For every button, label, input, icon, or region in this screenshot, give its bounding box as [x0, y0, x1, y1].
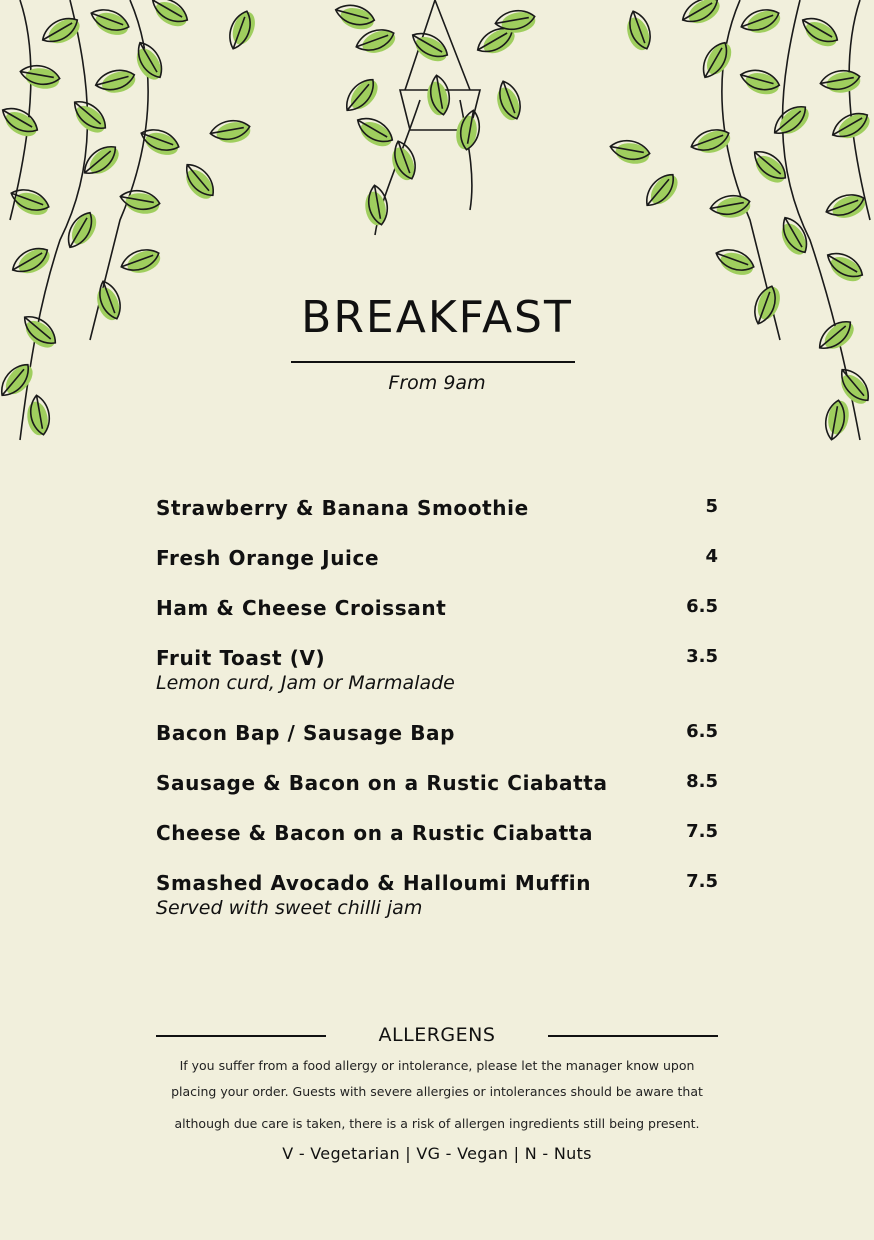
menu-item-price: 8.5 — [686, 771, 718, 792]
menu-item — [156, 496, 718, 520]
menu-item — [156, 646, 718, 694]
menu-item — [156, 596, 718, 620]
menu-item — [156, 721, 718, 745]
menu-item-price: 5 — [705, 496, 718, 517]
menu-item-description: Lemon curd, Jam or Marmalade — [156, 672, 455, 694]
hanging-plant-pot-icon — [332, 0, 537, 235]
menu-title: BREAKFAST — [301, 292, 573, 343]
menu-item — [156, 871, 718, 919]
menu-item — [156, 821, 718, 845]
menu-item-description: Served with sweet chilli jam — [156, 897, 423, 919]
menu-item — [156, 546, 718, 570]
menu-item — [156, 771, 718, 795]
menu-item-price: 4 — [705, 546, 718, 567]
allergens-text-line: If you suffer from a food allergy or intolerance, please let the manager know upon — [179, 1058, 695, 1073]
menu-item-name: Ham & Cheese Croissant — [156, 596, 447, 620]
dietary-legend: V - Vegetarian | VG - Vegan | N - Nuts — [282, 1144, 592, 1163]
menu-item-name: Fresh Orange Juice — [156, 546, 380, 570]
menu-item-name: Sausage & Bacon on a Rustic Ciabatta — [156, 771, 608, 795]
title-divider — [291, 361, 575, 363]
allergens-text-line: although due care is taken, there is a risk of allergen ingredients still being present. — [174, 1116, 700, 1131]
menu-item-price: 3.5 — [686, 646, 718, 667]
menu-item-name: Fruit Toast (V) — [156, 646, 326, 670]
menu-item-name: Cheese & Bacon on a Rustic Ciabatta — [156, 821, 594, 845]
menu-item-name: Bacon Bap / Sausage Bap — [156, 721, 456, 745]
menu-item-name: Strawberry & Banana Smoothie — [156, 496, 529, 520]
menu-item-price: 7.5 — [686, 821, 718, 842]
menu-item-price: 6.5 — [686, 596, 718, 617]
menu-subtitle: From 9am — [388, 372, 486, 394]
allergens-title: ALLERGENS — [378, 1024, 496, 1046]
menu-item-name: Smashed Avocado & Halloumi Muffin — [156, 871, 592, 895]
allergens-text-line: placing your order. Guests with severe allergies or intolerances should be aware that — [171, 1084, 703, 1099]
menu-item-price: 6.5 — [686, 721, 718, 742]
menu-item-price: 7.5 — [686, 871, 718, 892]
